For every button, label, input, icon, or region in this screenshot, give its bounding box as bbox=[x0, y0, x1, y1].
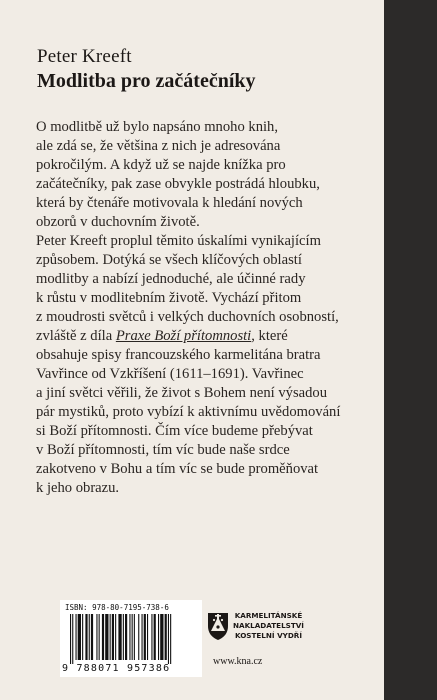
barcode-stripe bbox=[70, 614, 71, 664]
blurb-line: obsahuje spisy francouzského karmelitána bratra bbox=[36, 347, 321, 363]
blurb-line: si Boží přítomnosti. Čím více budeme přebývat bbox=[36, 423, 313, 439]
barcode-stripe bbox=[154, 614, 156, 660]
barcode-stripe bbox=[123, 614, 124, 660]
barcode-stripe bbox=[160, 614, 163, 660]
barcode-label bbox=[60, 600, 202, 677]
barcode-stripe bbox=[85, 614, 87, 660]
blurb-line: O modlitbě už bylo napsáno mnoho knih, bbox=[36, 119, 278, 135]
blurb-line: modlitby a nabízí jednoduché, ale účinné rady bbox=[36, 271, 306, 287]
publisher-line: NAKLADATELSTVÍ bbox=[233, 621, 304, 630]
blurb-line: k jeho obrazu. bbox=[36, 480, 120, 496]
cited-work-title: Praxe Boží přítomnosti bbox=[115, 328, 252, 344]
barcode-stripe bbox=[112, 614, 114, 660]
author-name: Peter Kreeft bbox=[37, 46, 132, 67]
blurb-fragment: zvláště z díla bbox=[36, 328, 113, 344]
blurb-line: která by čtenáře motivovala k hledání nových bbox=[36, 195, 303, 211]
barcode-stripe bbox=[158, 614, 159, 660]
barcode-stripe bbox=[132, 614, 133, 660]
book-title: Modlitba pro začátečníky bbox=[37, 70, 256, 92]
barcode-stripe bbox=[125, 614, 127, 660]
barcode-stripe bbox=[105, 614, 108, 660]
barcode-stripe bbox=[151, 614, 152, 660]
barcode-stripe bbox=[110, 614, 111, 660]
carmelite-shield-logo-icon bbox=[207, 611, 229, 641]
barcode-stripe bbox=[129, 614, 130, 660]
isbn-text: ISBN: 978-80-7195-738-6 bbox=[65, 603, 169, 612]
barcode-stripe bbox=[72, 614, 73, 664]
blurb-line: pár mystiků, proto vybízí k aktivnímu uvědomování bbox=[36, 404, 341, 420]
blurb-text bbox=[36, 118, 356, 498]
barcode-stripe bbox=[91, 614, 93, 660]
blurb-line: k růstu v modlitebním životě. Vychází přitom bbox=[36, 290, 302, 306]
barcode-stripe bbox=[78, 614, 81, 660]
blurb-line: začátečníky, pak zase obvykle postrádá hloubku, bbox=[36, 176, 320, 192]
blurb-line: Vavřince od Vzkříšení (1611–1691). Vavřinec bbox=[36, 366, 304, 382]
publisher-name bbox=[233, 611, 304, 641]
barcode-stripe bbox=[82, 614, 83, 660]
blurb-line: pokročilým. A když už se najde knížka pro bbox=[36, 157, 286, 173]
barcode-stripe bbox=[168, 614, 169, 664]
barcode-stripe bbox=[134, 614, 135, 660]
book-spine-edge bbox=[384, 0, 437, 700]
blurb-line: v Boží přítomnosti, tím víc bude naše srdce bbox=[36, 442, 290, 458]
publisher-line: KOSTELNÍ VYDŘÍ bbox=[234, 631, 303, 640]
blurb-line bbox=[36, 327, 356, 346]
blurb-fragment: , které bbox=[251, 328, 288, 344]
blurb-line: zakotveno v Bohu a tím víc se bude proměňovat bbox=[36, 461, 319, 477]
blurb-line: Peter Kreeft proplul těmito úskalími vynikajícím bbox=[36, 233, 321, 249]
barcode-stripe bbox=[115, 614, 116, 660]
publisher-line: KARMELITÁNSKÉ bbox=[234, 611, 303, 620]
barcode-stripe bbox=[147, 614, 148, 660]
blurb-line: obzorů v duchovním životě. bbox=[36, 214, 200, 230]
blurb-line: způsobem. Dotýká se všech klíčových oblastí bbox=[36, 252, 302, 268]
barcode-stripe bbox=[165, 614, 167, 660]
blurb-line: a jiní světci věřili, že život s Bohem není výsadou bbox=[36, 385, 327, 401]
barcode-stripe bbox=[96, 614, 97, 660]
barcode-stripe bbox=[99, 614, 100, 660]
barcode-bars bbox=[70, 614, 192, 664]
barcode-stripe bbox=[170, 614, 171, 664]
barcode-stripe bbox=[89, 614, 90, 660]
blurb-line: ale zdá se, že většina z nich je adresována bbox=[36, 138, 281, 154]
barcode-stripe bbox=[118, 614, 121, 660]
barcode-number: 9 788071 957386 bbox=[62, 663, 171, 674]
publisher-url: www.kna.cz bbox=[213, 656, 263, 667]
barcode-stripe bbox=[142, 614, 143, 660]
barcode-stripe bbox=[144, 614, 146, 660]
barcode-stripe bbox=[138, 614, 139, 660]
barcode-stripe bbox=[76, 614, 77, 660]
blurb-line: z moudrosti světců i velkých duchovních osobností, bbox=[36, 309, 339, 325]
barcode-stripe bbox=[102, 614, 104, 660]
